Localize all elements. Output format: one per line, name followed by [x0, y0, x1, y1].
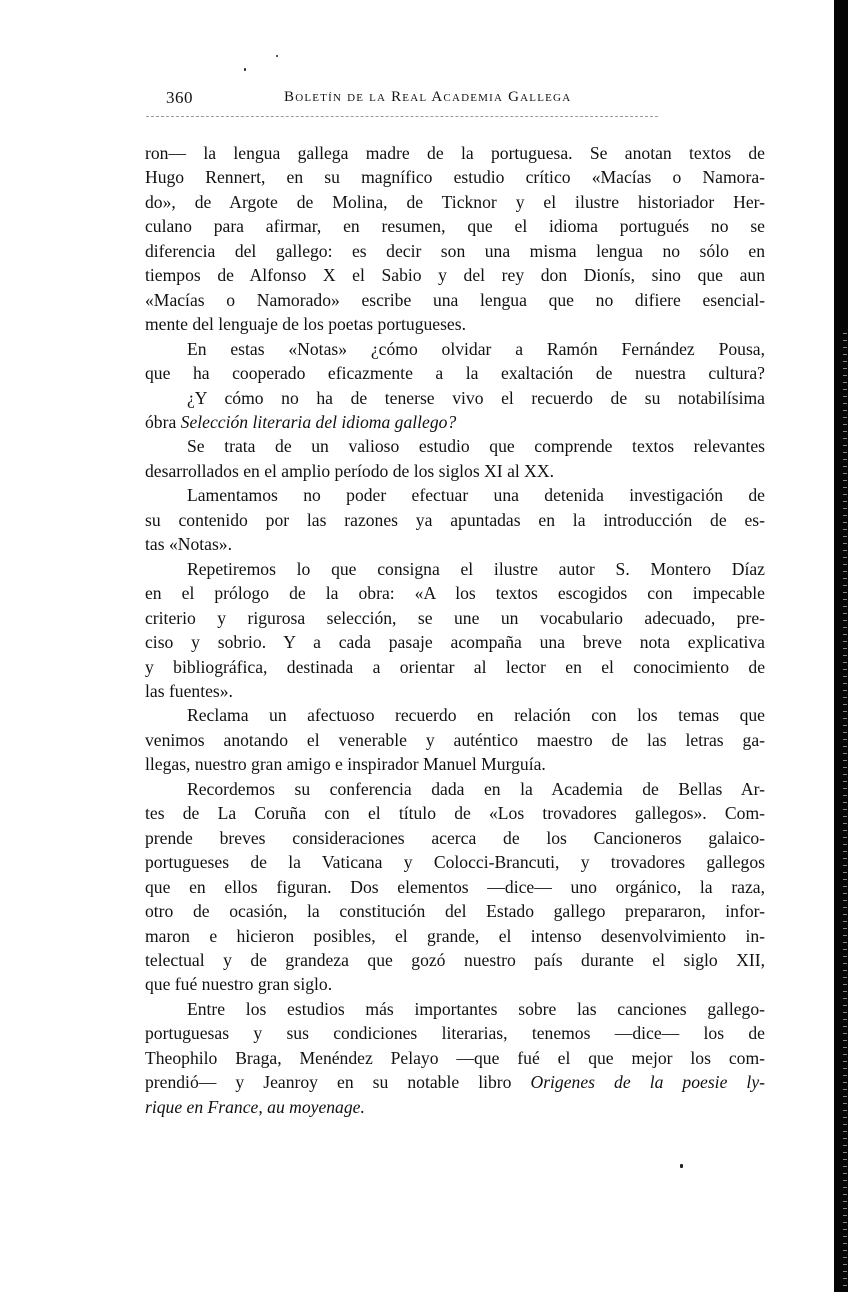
text-line: prende breves consideraciones acerca de los Cancioneros galaico- [145, 827, 765, 848]
scan-speck [276, 55, 278, 57]
text-span: prendió— y Jeanroy en su notable libro [145, 1072, 531, 1093]
text-line: mente del lenguaje de los poetas portugueses. [145, 314, 466, 335]
paragraph [145, 557, 765, 704]
paragraph [145, 483, 765, 556]
paragraph [145, 777, 765, 997]
text-line: do», de Argote de Molina, de Ticknor y el ilustre historiador Her- [145, 191, 765, 212]
book-title-italic: rique en France, au moyenage. [145, 1096, 365, 1117]
paragraph [145, 703, 765, 776]
text-line: criterio y rigurosa selección, se une un vocabulario adecuado, pre- [145, 607, 765, 628]
text-line: En estas «Notas» ¿cómo olvidar a Ramón Fernández Pousa, [187, 338, 765, 359]
body-text [145, 141, 765, 1119]
paragraph [145, 386, 765, 435]
scan-speck [680, 1164, 683, 1168]
text-line: telectual y de grandeza que gozó nuestro país durante el siglo XII, [145, 949, 765, 970]
text-line: Hugo Rennert, en su magnífico estudio crítico «Macías o Namora- [145, 167, 765, 188]
text-line: su contenido por las razones ya apuntadas en la introducción de es- [145, 509, 765, 530]
scan-speck [244, 68, 246, 71]
text-line: portuguesas y sus condiciones literarias, tenemos —dice— los de [145, 1023, 765, 1044]
header-rule [146, 116, 658, 117]
text-line: que fué nuestro gran siglo. [145, 974, 333, 995]
text-line: tes de La Coruña con el título de «Los trovadores gallegos». Com- [145, 803, 765, 824]
text-line: portugueses de la Vaticana y Colocci-Brancuti, y trovadores gallegos [145, 852, 765, 873]
text-line: ron— la lengua gallega madre de la portuguesa. Se anotan textos de [145, 143, 765, 163]
text-line: maron e hicieron posibles, el grande, el intenso desenvolvimiento in- [145, 925, 765, 946]
text-line: en el prólogo de la obra: «A los textos escogidos con impecable [145, 583, 765, 604]
paragraph [145, 997, 765, 1119]
text-line: Repetiremos lo que consigna el ilustre autor S. Montero Díaz [187, 558, 765, 579]
text-line: otro de ocasión, la constitución del Estado gallego prepararon, infor- [145, 901, 765, 922]
text-line [145, 1070, 765, 1094]
text-line: Recordemos su conferencia dada en la Academia de Bellas Ar- [187, 778, 765, 799]
text-line: venimos anotando el venerable y auténtico maestro de las letras ga- [145, 729, 765, 750]
text-line: que en ellos figuran. Dos elementos —dice— uno orgánico, la raza, [145, 876, 765, 897]
text-line: «Macías o Namorado» escribe una lengua que no difiere esencial- [145, 289, 765, 310]
text-span: óbra [145, 411, 181, 432]
book-title-italic: Origenes de la poesie ly- [530, 1072, 765, 1093]
text-line: diferencia del gallego: es decir son una misma lengua no sólo en [145, 240, 765, 261]
text-line [145, 410, 765, 434]
paragraph [145, 141, 765, 337]
text-line: Se trata de un valioso estudio que comprende textos relevantes [187, 436, 765, 457]
text-line: tiempos de Alfonso X el Sabio y del rey don Dionís, sino que aun [145, 265, 765, 286]
book-title-italic: Selección literaria del idioma gallego? [180, 411, 457, 432]
journal-title: Boletín de la Real Academia Gallega [284, 89, 572, 105]
scan-edge-shadow [834, 0, 848, 1292]
text-line [145, 1095, 765, 1119]
text-line: Reclama un afectuoso recuerdo en relación con los temas que [187, 705, 765, 726]
text-line: ¿Y cómo no ha de tenerse vivo el recuerdo de su notabilísima [187, 387, 765, 408]
text-line: Lamentamos no poder efectuar una detenida investigación de [187, 485, 765, 506]
page-number: 360 [166, 88, 193, 107]
text-line: ciso y sobrio. Y a cada pasaje acompaña una breve nota explicativa [145, 632, 765, 653]
text-line: y bibliográfica, destinada a orientar al lector en el conocimiento de [145, 656, 765, 677]
paragraph [145, 434, 765, 483]
text-line: tas «Notas». [145, 534, 232, 555]
text-line: Entre los estudios más importantes sobre las canciones gallego- [187, 998, 765, 1019]
text-line: culano para afirmar, en resumen, que el idioma portugués no se [145, 216, 765, 237]
running-head [166, 88, 646, 112]
paragraph [145, 337, 765, 386]
text-line: desarrollados en el amplio período de los siglos XI al XX. [145, 460, 554, 481]
text-line: llegas, nuestro gran amigo e inspirador Manuel Murguía. [145, 754, 546, 775]
text-line: las fuentes». [145, 680, 233, 701]
text-line: Theophilo Braga, Menéndez Pelayo —que fué el que mejor los com- [145, 1047, 765, 1068]
text-line: que ha cooperado eficazmente a la exaltación de nuestra cultura? [145, 363, 765, 384]
